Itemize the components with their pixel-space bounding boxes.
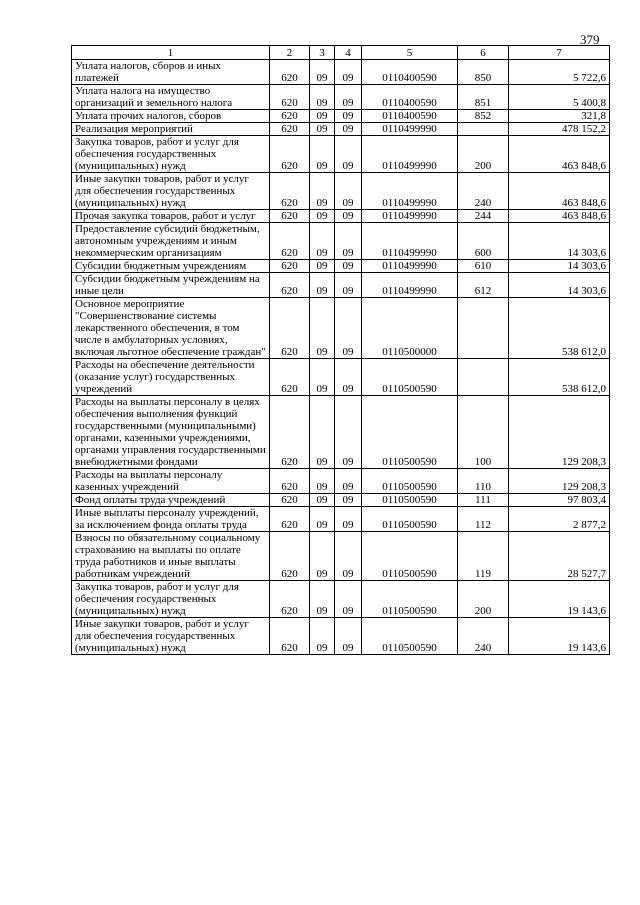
subsection-cell: 09 [335, 494, 362, 507]
admin-code-cell: 620 [270, 618, 310, 655]
expense-type-cell: 200 [458, 136, 509, 173]
row-name-cell: Расходы на обеспечение деятельности (оказание услуг) государственных учреждений [72, 359, 270, 396]
column-header-3: 3 [310, 46, 335, 60]
target-article-cell: 0110500590 [362, 581, 458, 618]
expense-type-cell: 100 [458, 396, 509, 469]
amount-cell: 321,8 [509, 110, 610, 123]
column-header-4: 4 [335, 46, 362, 60]
target-article-cell: 0110500590 [362, 469, 458, 494]
admin-code-cell: 620 [270, 123, 310, 136]
amount-cell: 478 152,2 [509, 123, 610, 136]
target-article-cell: 0110499990 [362, 273, 458, 298]
table-row [72, 260, 610, 273]
table-row [72, 110, 610, 123]
target-article-cell: 0110499990 [362, 223, 458, 260]
row-name-cell: Иные закупки товаров, работ и услуг для обеспечения государственных (муниципальных) нужд [72, 618, 270, 655]
expense-type-cell: 111 [458, 494, 509, 507]
row-name-cell: Субсидии бюджетным учреждениям [72, 260, 270, 273]
admin-code-cell: 620 [270, 136, 310, 173]
section-cell: 09 [310, 359, 335, 396]
subsection-cell: 09 [335, 110, 362, 123]
row-name-cell: Закупка товаров, работ и услуг для обеспечения государственных (муниципальных) нужд [72, 136, 270, 173]
expense-type-cell: 600 [458, 223, 509, 260]
admin-code-cell: 620 [270, 494, 310, 507]
admin-code-cell: 620 [270, 223, 310, 260]
row-name-cell: Уплата прочих налогов, сборов [72, 110, 270, 123]
expense-type-cell: 119 [458, 532, 509, 581]
table-row [72, 298, 610, 359]
admin-code-cell: 620 [270, 273, 310, 298]
table-row [72, 60, 610, 85]
table-row [72, 532, 610, 581]
target-article-cell: 0110400590 [362, 85, 458, 110]
row-name-cell: Уплата налога на имущество организаций и земельного налога [72, 85, 270, 110]
row-name-cell: Закупка товаров, работ и услуг для обеспечения государственных (муниципальных) нужд [72, 581, 270, 618]
admin-code-cell: 620 [270, 396, 310, 469]
expense-type-cell: 850 [458, 60, 509, 85]
column-header-7: 7 [509, 46, 610, 60]
admin-code-cell: 620 [270, 469, 310, 494]
subsection-cell: 09 [335, 173, 362, 210]
target-article-cell: 0110500590 [362, 532, 458, 581]
section-cell: 09 [310, 136, 335, 173]
section-cell: 09 [310, 532, 335, 581]
table-row [72, 210, 610, 223]
subsection-cell: 09 [335, 532, 362, 581]
amount-cell: 538 612,0 [509, 359, 610, 396]
subsection-cell: 09 [335, 581, 362, 618]
amount-cell: 2 877,2 [509, 507, 610, 532]
expense-type-cell: 851 [458, 85, 509, 110]
amount-cell: 463 848,6 [509, 173, 610, 210]
amount-cell: 5 722,6 [509, 60, 610, 85]
section-cell: 09 [310, 60, 335, 85]
admin-code-cell: 620 [270, 60, 310, 85]
subsection-cell: 09 [335, 223, 362, 260]
target-article-cell: 0110499990 [362, 173, 458, 210]
row-name-cell: Расходы на выплаты персоналу в целях обеспечения выполнения функций государственными (муниципальными) органами, казенными учреждениями, органами управления государственными внебюджетными фондами [72, 396, 270, 469]
admin-code-cell: 620 [270, 581, 310, 618]
table-row [72, 581, 610, 618]
section-cell: 09 [310, 85, 335, 110]
section-cell: 09 [310, 260, 335, 273]
target-article-cell: 0110500590 [362, 359, 458, 396]
column-header-1: 1 [72, 46, 270, 60]
amount-cell: 463 848,6 [509, 136, 610, 173]
amount-cell: 14 303,6 [509, 273, 610, 298]
admin-code-cell: 620 [270, 110, 310, 123]
table-row [72, 223, 610, 260]
table-row [72, 494, 610, 507]
subsection-cell: 09 [335, 123, 362, 136]
subsection-cell: 09 [335, 298, 362, 359]
amount-cell: 19 143,6 [509, 618, 610, 655]
row-name-cell: Иные выплаты персоналу учреждений, за исключением фонда оплаты труда [72, 507, 270, 532]
admin-code-cell: 620 [270, 85, 310, 110]
section-cell: 09 [310, 581, 335, 618]
target-article-cell: 0110500590 [362, 507, 458, 532]
amount-cell: 538 612,0 [509, 298, 610, 359]
expense-type-cell: 610 [458, 260, 509, 273]
section-cell: 09 [310, 273, 335, 298]
target-article-cell: 0110500590 [362, 396, 458, 469]
row-name-cell: Реализация мероприятий [72, 123, 270, 136]
row-name-cell: Основное мероприятие "Совершенствование системы лекарственного обеспечения, в том числе в амбулаторных условиях, включая льготное обеспечение граждан" [72, 298, 270, 359]
section-cell: 09 [310, 298, 335, 359]
expense-type-cell [458, 123, 509, 136]
expense-type-cell: 110 [458, 469, 509, 494]
amount-cell: 5 400,8 [509, 85, 610, 110]
section-cell: 09 [310, 494, 335, 507]
section-cell: 09 [310, 210, 335, 223]
section-cell: 09 [310, 223, 335, 260]
amount-cell: 129 208,3 [509, 396, 610, 469]
admin-code-cell: 620 [270, 532, 310, 581]
admin-code-cell: 620 [270, 210, 310, 223]
table-row [72, 396, 610, 469]
page-number: 379 [580, 32, 600, 47]
target-article-cell: 0110499990 [362, 260, 458, 273]
subsection-cell: 09 [335, 469, 362, 494]
target-article-cell: 0110500000 [362, 298, 458, 359]
expense-type-cell: 852 [458, 110, 509, 123]
expense-type-cell: 240 [458, 173, 509, 210]
row-name-cell: Расходы на выплаты персоналу казенных учреждений [72, 469, 270, 494]
section-cell: 09 [310, 469, 335, 494]
section-cell: 09 [310, 173, 335, 210]
subsection-cell: 09 [335, 85, 362, 110]
column-header-5: 5 [362, 46, 458, 60]
subsection-cell: 09 [335, 60, 362, 85]
subsection-cell: 09 [335, 396, 362, 469]
table-row [72, 85, 610, 110]
table-row [72, 618, 610, 655]
row-name-cell: Иные закупки товаров, работ и услуг для обеспечения государственных (муниципальных) нужд [72, 173, 270, 210]
budget-table [71, 45, 610, 655]
section-cell: 09 [310, 110, 335, 123]
row-name-cell: Уплата налогов, сборов и иных платежей [72, 60, 270, 85]
expense-type-cell: 244 [458, 210, 509, 223]
subsection-cell: 09 [335, 618, 362, 655]
amount-cell: 19 143,6 [509, 581, 610, 618]
target-article-cell: 0110400590 [362, 60, 458, 85]
target-article-cell: 0110400590 [362, 110, 458, 123]
expense-type-cell [458, 298, 509, 359]
admin-code-cell: 620 [270, 359, 310, 396]
table-row [72, 123, 610, 136]
table-row [72, 173, 610, 210]
subsection-cell: 09 [335, 507, 362, 532]
expense-type-cell [458, 359, 509, 396]
table-row [72, 507, 610, 532]
expense-type-cell: 200 [458, 581, 509, 618]
subsection-cell: 09 [335, 260, 362, 273]
table-row [72, 136, 610, 173]
section-cell: 09 [310, 618, 335, 655]
column-header-2: 2 [270, 46, 310, 60]
amount-cell: 14 303,6 [509, 223, 610, 260]
subsection-cell: 09 [335, 136, 362, 173]
amount-cell: 463 848,6 [509, 210, 610, 223]
target-article-cell: 0110499990 [362, 123, 458, 136]
expense-type-cell: 112 [458, 507, 509, 532]
amount-cell: 129 208,3 [509, 469, 610, 494]
subsection-cell: 09 [335, 359, 362, 396]
table-row [72, 359, 610, 396]
table-body [72, 60, 610, 655]
amount-cell: 28 527,7 [509, 532, 610, 581]
target-article-cell: 0110500590 [362, 494, 458, 507]
admin-code-cell: 620 [270, 507, 310, 532]
section-cell: 09 [310, 396, 335, 469]
target-article-cell: 0110500590 [362, 618, 458, 655]
amount-cell: 97 803,4 [509, 494, 610, 507]
row-name-cell: Фонд оплаты труда учреждений [72, 494, 270, 507]
admin-code-cell: 620 [270, 260, 310, 273]
target-article-cell: 0110499990 [362, 210, 458, 223]
expense-type-cell: 240 [458, 618, 509, 655]
column-header-6: 6 [458, 46, 509, 60]
table-row [72, 273, 610, 298]
admin-code-cell: 620 [270, 298, 310, 359]
admin-code-cell: 620 [270, 173, 310, 210]
subsection-cell: 09 [335, 273, 362, 298]
row-name-cell: Прочая закупка товаров, работ и услуг [72, 210, 270, 223]
section-cell: 09 [310, 507, 335, 532]
amount-cell: 14 303,6 [509, 260, 610, 273]
table-header-row [72, 46, 610, 60]
table-row [72, 469, 610, 494]
subsection-cell: 09 [335, 210, 362, 223]
row-name-cell: Субсидии бюджетным учреждениям на иные цели [72, 273, 270, 298]
row-name-cell: Предоставление субсидий бюджетным, автономным учреждениям и иным некоммерческим организациям [72, 223, 270, 260]
row-name-cell: Взносы по обязательному социальному страхованию на выплаты по оплате труда работников и иные выплаты работникам учреждений [72, 532, 270, 581]
section-cell: 09 [310, 123, 335, 136]
expense-type-cell: 612 [458, 273, 509, 298]
target-article-cell: 0110499990 [362, 136, 458, 173]
